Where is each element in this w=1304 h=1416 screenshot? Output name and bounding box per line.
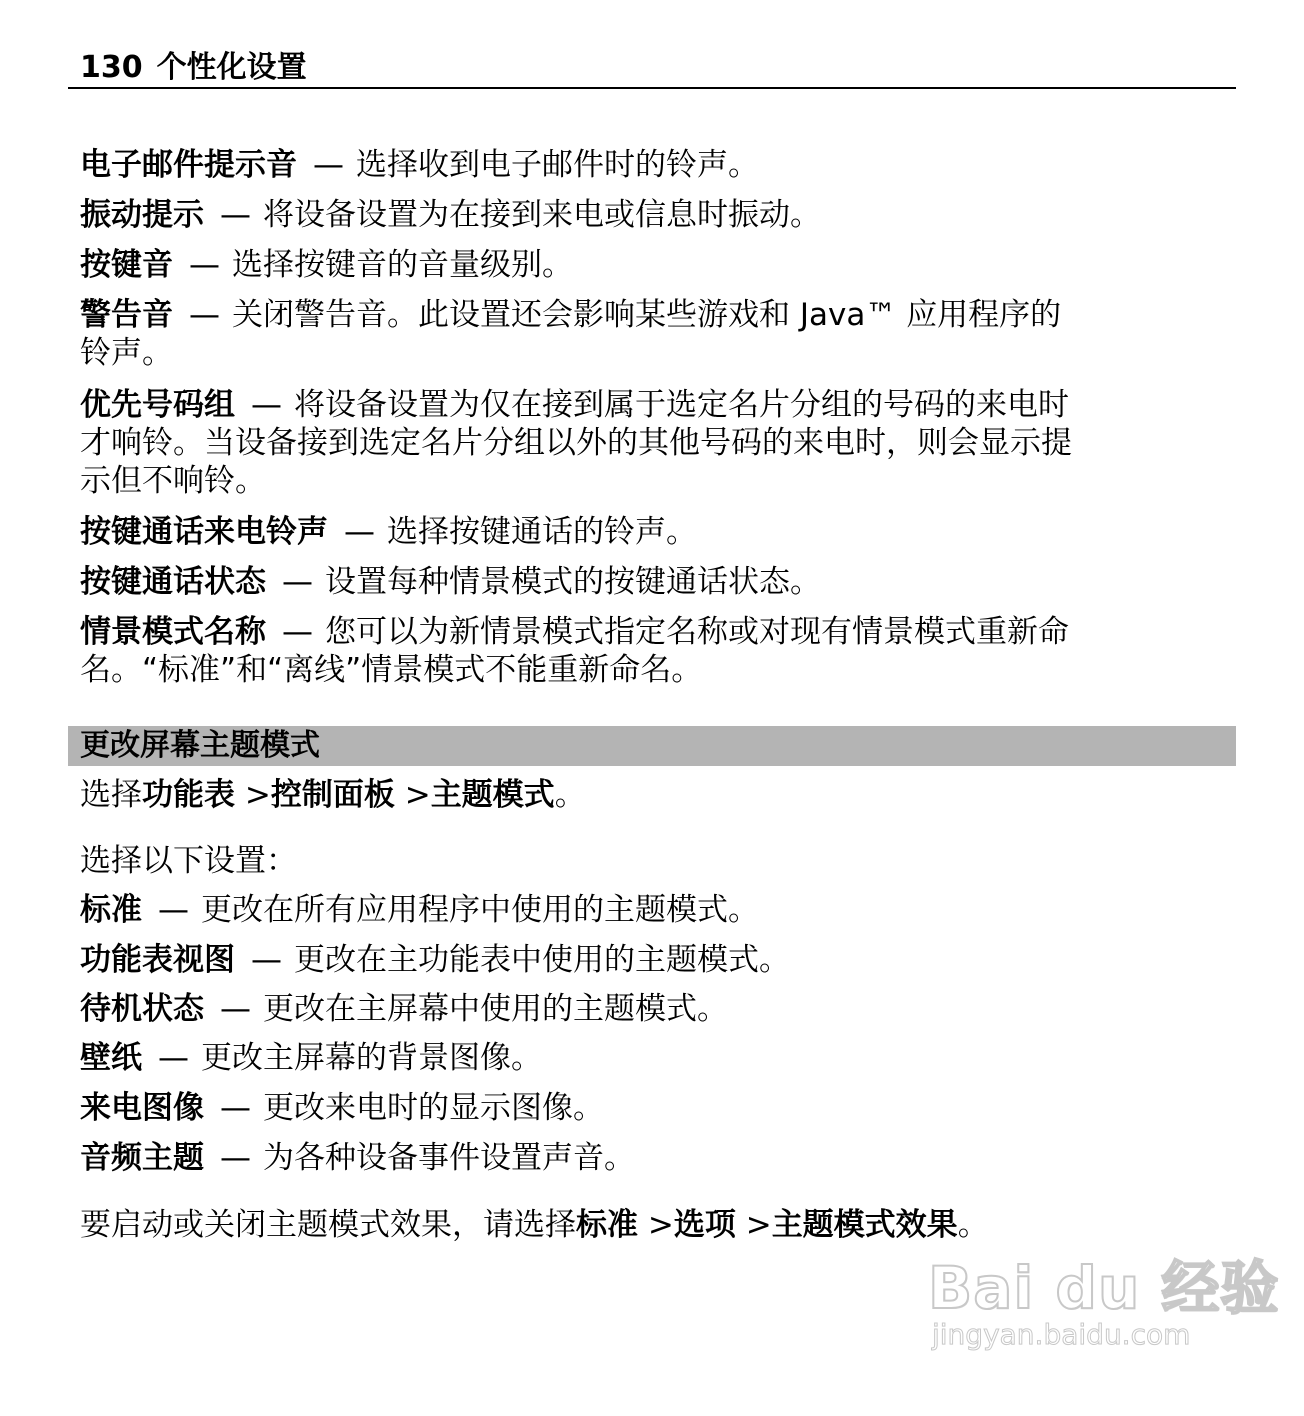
theme-term: 壁纸: [80, 1040, 142, 1076]
dash: —: [251, 942, 282, 978]
setting-term: 按键音: [80, 247, 173, 283]
theme-item: [80, 891, 1230, 929]
nav-end: 。: [554, 777, 586, 813]
setting-item: [80, 146, 1230, 184]
nav-prefix: 选择: [80, 777, 142, 813]
setting-term: 警告音: [80, 297, 173, 333]
setting-desc-cont: 名。“标准”和“离线”情景模式不能重新命名。: [80, 652, 703, 688]
setting-term: 情景模式名称: [80, 614, 266, 650]
nav-step-control-panel: 控制面板: [270, 777, 395, 813]
theme-item: [80, 1089, 1230, 1127]
setting-item: [80, 296, 1230, 334]
theme-term: 功能表视图: [80, 942, 235, 978]
note-sep: >: [745, 1207, 772, 1243]
dash: —: [189, 247, 220, 283]
setting-desc-cont: 示但不响铃。: [80, 463, 266, 499]
theme-term: 来电图像: [80, 1090, 204, 1126]
note-prefix: 要启动或关闭主题模式效果，请选择: [80, 1207, 576, 1243]
footer-note: [80, 1206, 1230, 1244]
theme-term: 待机状态: [80, 991, 204, 1027]
setting-desc-cont: 铃声。: [80, 335, 173, 371]
theme-desc: 为各种设备事件设置声音。: [263, 1140, 635, 1176]
setting-item: [80, 513, 1230, 551]
theme-term: 标准: [80, 892, 142, 928]
theme-term: 音频主题: [80, 1140, 204, 1176]
theme-item: [80, 941, 1230, 979]
setting-desc: 将设备设置为仅在接到属于选定名片分组的号码的来电时: [294, 387, 1069, 423]
dash: —: [282, 564, 313, 600]
theme-item: [80, 1039, 1230, 1077]
dash: —: [189, 297, 220, 333]
chapter-title: 个性化设置: [156, 50, 307, 85]
page-number: 130: [80, 50, 143, 85]
setting-term: 按键通话状态: [80, 564, 266, 600]
setting-item: [80, 246, 1230, 284]
dash: —: [220, 197, 251, 233]
dash: —: [220, 1090, 251, 1126]
setting-desc: 您可以为新情景模式指定名称或对现有情景模式重新命: [325, 614, 1069, 650]
watermark-logo: Bai du 经验: [928, 1254, 1280, 1322]
dash: —: [344, 514, 375, 550]
setting-term: 优先号码组: [80, 387, 235, 423]
nav-sep: >: [404, 777, 431, 813]
setting-item: [80, 386, 1230, 424]
setting-item: [80, 613, 1230, 651]
dash: —: [158, 892, 189, 928]
note-sep: >: [647, 1207, 674, 1243]
dash: —: [251, 387, 282, 423]
dash: —: [220, 991, 251, 1027]
setting-term: 电子邮件提示音: [80, 147, 297, 183]
setting-desc: 选择收到电子邮件时的铃声。: [356, 147, 759, 183]
dash: —: [220, 1140, 251, 1176]
setting-item: [80, 196, 1230, 234]
baidu-watermark: [928, 1250, 1280, 1370]
header-text: [80, 48, 307, 88]
intro-text: 选择以下设置：: [80, 843, 297, 879]
setting-desc-cont: 才响铃。当设备接到选定名片分组以外的其他号码的来电时，则会显示提: [80, 425, 1072, 461]
setting-item: [80, 563, 1230, 601]
theme-item: [80, 1139, 1230, 1177]
nav-sep: >: [244, 777, 271, 813]
setting-desc: 将设备设置为在接到来电或信息时振动。: [263, 197, 821, 233]
page-header: [80, 48, 1236, 88]
dash: —: [158, 1040, 189, 1076]
section-heading-bar: [68, 726, 1236, 766]
nav-step-themes: 主题模式: [430, 777, 555, 813]
setting-term: 按键通话来电铃声: [80, 514, 328, 550]
setting-term: 振动提示: [80, 197, 204, 233]
setting-desc: 设置每种情景模式的按键通话状态。: [325, 564, 821, 600]
note-step-theme-effects: 主题模式效果: [771, 1207, 958, 1243]
nav-step-menu: 功能表: [142, 777, 235, 813]
theme-desc: 更改在主屏幕中使用的主题模式。: [263, 991, 728, 1027]
theme-desc: 更改在所有应用程序中使用的主题模式。: [201, 892, 759, 928]
header-rule: [68, 87, 1236, 89]
section-title: 更改屏幕主题模式: [80, 728, 320, 763]
theme-desc: 更改来电时的显示图像。: [263, 1090, 604, 1126]
setting-desc: 关闭警告音。此设置还会影响某些游戏和 Java™ 应用程序的: [232, 297, 1062, 333]
setting-desc: 选择按键通话的铃声。: [387, 514, 697, 550]
note-step-standard: 标准: [576, 1207, 638, 1243]
theme-desc: 更改主屏幕的背景图像。: [201, 1040, 542, 1076]
dash: —: [282, 614, 313, 650]
nav-instruction: [80, 776, 1230, 814]
theme-item: [80, 990, 1230, 1028]
theme-desc: 更改在主功能表中使用的主题模式。: [294, 942, 790, 978]
watermark-url: jingyan.baidu.com: [932, 1318, 1191, 1351]
note-end: 。: [957, 1207, 989, 1243]
dash: —: [313, 147, 344, 183]
setting-desc: 选择按键音的音量级别。: [232, 247, 573, 283]
note-step-options: 选项: [673, 1207, 736, 1243]
